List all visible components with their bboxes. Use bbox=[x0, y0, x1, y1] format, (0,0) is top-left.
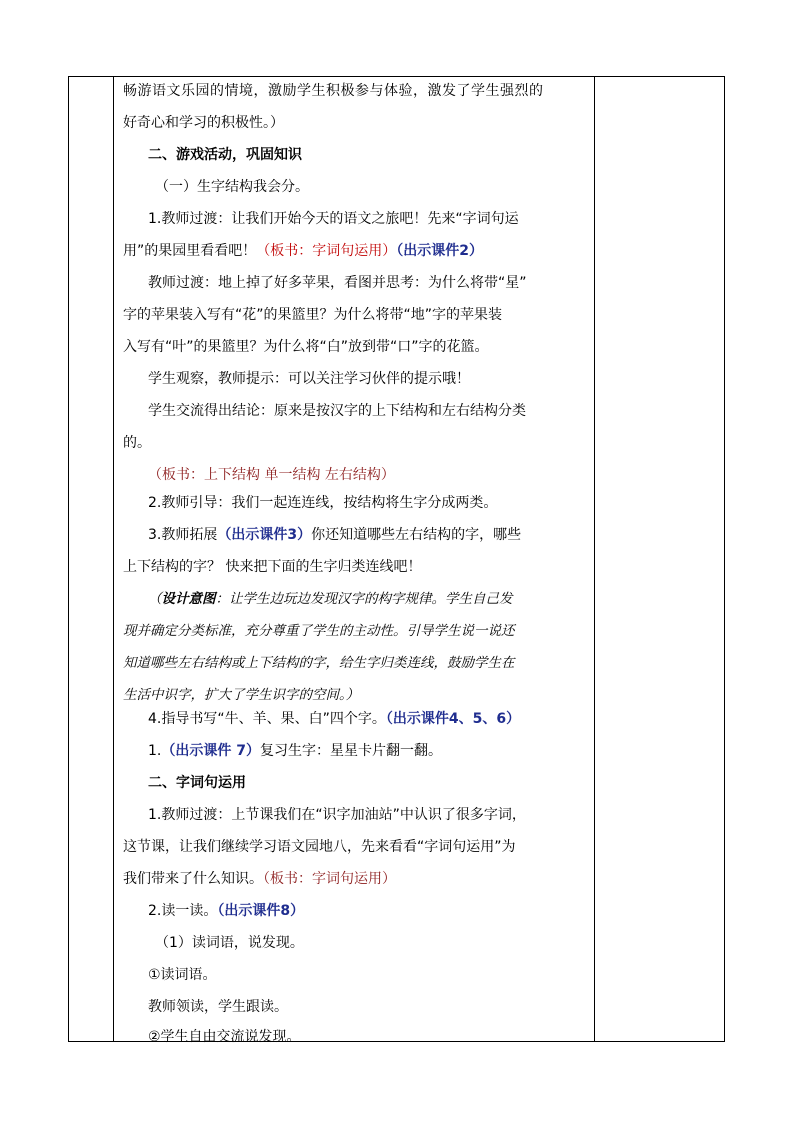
line-text: （ bbox=[148, 591, 162, 607]
design-intent-line: 知道哪些左右结构或上下结构的字，给生字归类连线，鼓励学生在 bbox=[123, 655, 515, 671]
board-note: （板书：字词句运用） bbox=[256, 243, 397, 259]
paragraph-line: 1.教师过渡：上节课我们在“识字加油站”中认识了很多字词， bbox=[148, 807, 526, 823]
paragraph-line: 1.教师过渡：让我们开始今天的语文之旅吧！先来“字词句运 bbox=[148, 211, 519, 227]
courseware-note: （出示课件3） bbox=[217, 527, 312, 543]
courseware-note: （出示课件8） bbox=[217, 903, 305, 919]
paragraph-line bbox=[123, 869, 396, 889]
line-text: 1. bbox=[148, 743, 162, 759]
design-intent-line bbox=[148, 589, 513, 609]
paragraph-line: 字的苹果装入写有“花”的果篮里？为什么将带“地”字的苹果装 bbox=[123, 307, 503, 323]
courseware-note: （出示课件4、5、6） bbox=[385, 711, 521, 727]
paragraph-line: 上下结构的字？ 快来把下面的生字归类连线吧！ bbox=[123, 559, 422, 575]
paragraph-line bbox=[148, 525, 521, 545]
paragraph-line: 这节课，让我们继续学习语文园地八，先来看看“字词句运用”为 bbox=[123, 839, 516, 855]
table-left-column bbox=[69, 77, 114, 1041]
design-intent-line: 现并确定分类标准，充分尊重了学生的主动性。引导学生说一说还 bbox=[123, 623, 515, 639]
line-text: 复习生字：星星卡片翻一翻。 bbox=[259, 743, 442, 759]
table-right-column bbox=[594, 77, 724, 1041]
courseware-note: （出示课件 7） bbox=[161, 743, 260, 759]
paragraph-line: ②学生自由交流说发现。 bbox=[148, 1029, 301, 1045]
paragraph-line: 教师过渡：地上掉了好多苹果，看图并思考：为什么将带“星” bbox=[148, 275, 527, 291]
board-note: （板书：字词句运用） bbox=[263, 871, 396, 887]
paragraph-line: （1）读词语，说发现。 bbox=[155, 935, 304, 951]
section-heading: 二、游戏活动，巩固知识 bbox=[148, 147, 302, 163]
lesson-table bbox=[68, 76, 725, 1045]
paragraph-line: 畅游语文乐园的情境，激励学生积极参与体验，激发了学生强烈的 bbox=[123, 83, 544, 99]
design-intent-line: 生活中识字，扩大了学生识字的空间。） bbox=[123, 687, 360, 703]
line-text: 用”的果园里看看吧！ bbox=[123, 243, 257, 259]
line-text: 2.读一读。 bbox=[148, 903, 218, 919]
line-text: 我们带来了什么知识。 bbox=[123, 871, 263, 887]
line-text: 3.教师拓展 bbox=[148, 527, 218, 543]
section-heading: 二、字词句运用 bbox=[148, 775, 246, 791]
line-text: ：让学生边玩边发现汉字的构字规律。学生自己发 bbox=[215, 591, 513, 607]
paragraph-line: ①读词语。 bbox=[148, 967, 217, 983]
paragraph-line: 学生观察，教师提示：可以关注学习伙伴的提示哦！ bbox=[148, 371, 470, 387]
paragraph-line: 的。 bbox=[123, 435, 151, 451]
paragraph-line bbox=[148, 709, 520, 729]
paragraph-line bbox=[123, 241, 483, 261]
line-text: 4.指导书写“牛、羊、果、白”四个字。 bbox=[148, 711, 386, 727]
paragraph-line bbox=[148, 741, 442, 761]
paragraph-line: 好奇心和学习的积极性。） bbox=[123, 115, 284, 131]
paragraph-line: 教师领读，学生跟读。 bbox=[148, 999, 288, 1015]
paragraph-line: 入写有“叶”的果篮里？为什么将“白”放到带“口”字的花篮。 bbox=[123, 339, 489, 355]
subsection-heading: （一）生字结构我会分。 bbox=[155, 179, 309, 195]
paragraph-line bbox=[148, 901, 304, 921]
line-text: 你还知道哪些左右结构的字，哪些 bbox=[311, 527, 522, 543]
paragraph-line: 2.教师引导：我们一起连连线，按结构将生字分成两类。 bbox=[148, 495, 498, 511]
paragraph-line: 学生交流得出结论：原来是按汉字的上下结构和左右结构分类 bbox=[148, 403, 526, 419]
design-intent-label: 设计意图 bbox=[161, 591, 216, 607]
courseware-note: （出示课件2） bbox=[396, 243, 484, 259]
board-note: （板书：上下结构 单一结构 左右结构） bbox=[148, 467, 395, 483]
